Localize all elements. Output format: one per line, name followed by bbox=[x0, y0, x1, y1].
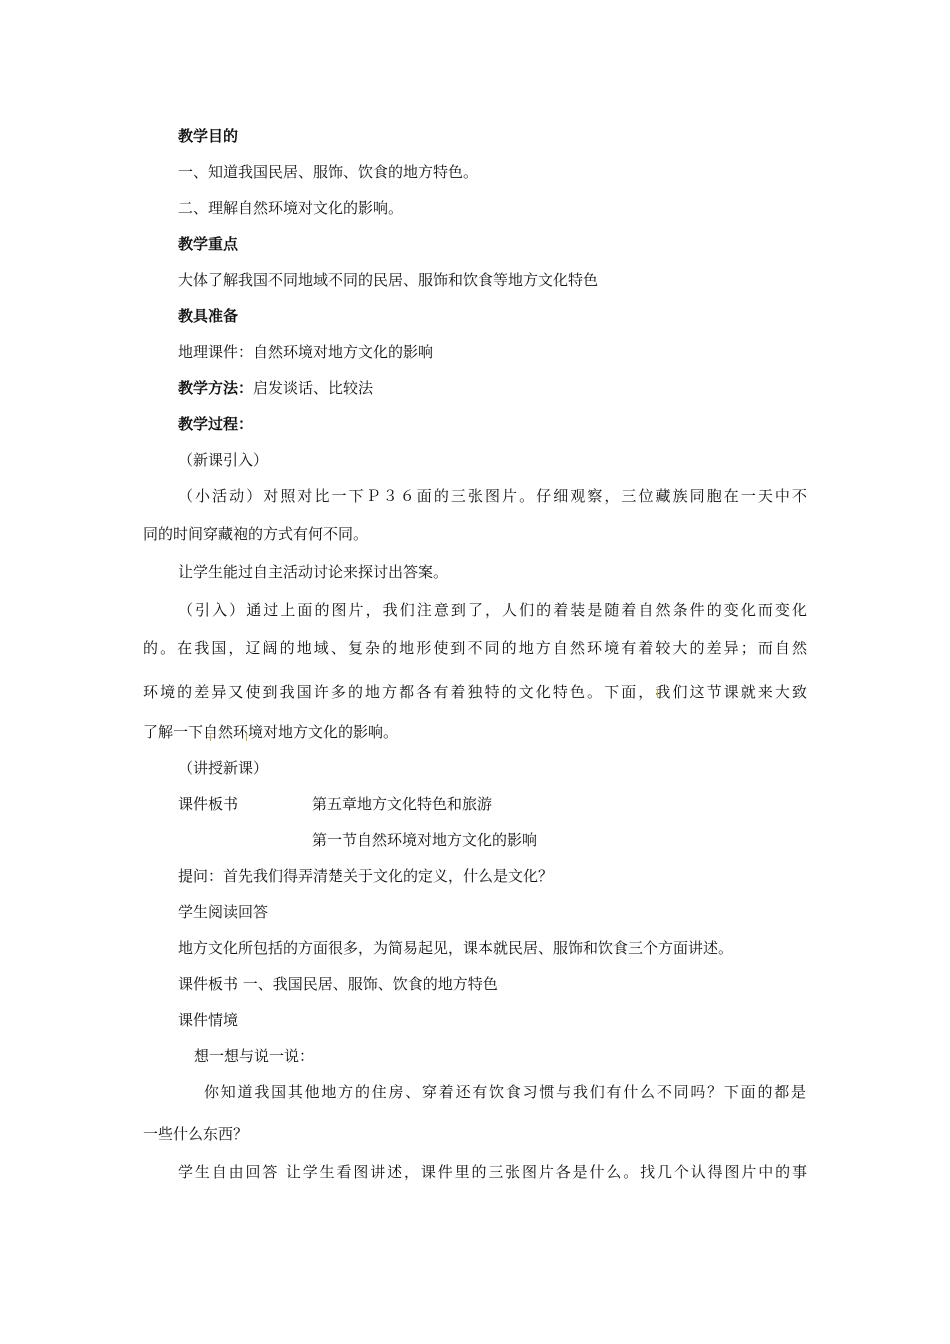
heading-objectives: 教学目的 bbox=[178, 127, 239, 145]
local-culture-text: 地方文化所包括的方面很多，为简易起见，课本就民居、服饰和饮食三个方面讲述。 bbox=[178, 939, 734, 957]
methods-value: 启发谈话、比较法 bbox=[253, 379, 374, 397]
edit-mark bbox=[210, 733, 214, 741]
intro-para-line-4: 了解一下自然环境对地方文化的影响。 bbox=[143, 723, 399, 741]
methods-label: 教学方法： bbox=[178, 379, 254, 397]
activity-line-1: （小活动）对照对比一下Ｐ３６面的三张图片。仔细观察，三位藏族同胞在一天中不 bbox=[178, 487, 807, 505]
section-title: 第一节自然环境对地方文化的影响 bbox=[312, 831, 538, 849]
discussion-text: 让学生能过自主活动讨论来探讨出答案。 bbox=[178, 563, 449, 581]
chapter-title: 第五章地方文化特色和旅游 bbox=[312, 795, 493, 813]
key-points-text: 大体了解我国不同地域不同的民居、服饰和饮食等地方文化特色 bbox=[178, 271, 599, 289]
intro-para-line-3: 环境的差异又使到我国许多的地方都各有着独特的文化特色。下面，我们这节课就来大致 bbox=[143, 683, 807, 701]
new-lesson-section-label: （讲授新课） bbox=[178, 759, 269, 777]
intro-para-line-2: 的。在我国，辽阔的地域、复杂的地形使到不同的地方自然环境有着较大的差异；而自然 bbox=[143, 639, 807, 657]
board-label: 课件板书 bbox=[178, 795, 239, 813]
intro-para-line-1: （引入）通过上面的图片，我们注意到了，人们的着装是随着自然条件的变化而变化 bbox=[178, 601, 807, 619]
tools-text: 地理课件：自然环境对地方文化的影响 bbox=[178, 343, 434, 361]
think-question-line-2: 一些什么东西？ bbox=[143, 1125, 249, 1143]
edit-mark bbox=[246, 733, 250, 741]
objective-2: 二、理解自然环境对文化的影响。 bbox=[178, 199, 404, 217]
methods-line bbox=[178, 378, 373, 398]
board-item-1: 课件板书 一、我国民居、服饰、饮食的地方特色 bbox=[178, 975, 498, 993]
intro-section-label: （新课引入） bbox=[178, 451, 269, 469]
edit-mark bbox=[657, 689, 661, 697]
objective-1: 一、知道我国民居、服饰、饮食的地方特色。 bbox=[178, 163, 479, 181]
free-answer-text: 学生自由回答 让学生看图讲述，课件里的三张图片各是什么。找几个认得图片中的事 bbox=[178, 1163, 807, 1181]
think-say-label: 想一想与说一说： bbox=[194, 1047, 315, 1065]
student-answer-text: 学生阅读回答 bbox=[178, 903, 269, 921]
question-text: 提问：首先我们得弄清楚关于文化的定义，什么是文化？ bbox=[178, 867, 554, 885]
activity-line-2: 同的时间穿藏袍的方式有何不同。 bbox=[143, 525, 369, 543]
think-question-line-1: 你知道我国其他地方的住房、穿着还有饮食习惯与我们有什么不同吗？下面的都是 bbox=[204, 1083, 806, 1101]
heading-tools: 教具准备 bbox=[178, 307, 239, 325]
heading-process: 教学过程： bbox=[178, 415, 254, 433]
courseware-scene-label: 课件情境 bbox=[178, 1011, 239, 1029]
heading-key-points: 教学重点 bbox=[178, 235, 239, 253]
